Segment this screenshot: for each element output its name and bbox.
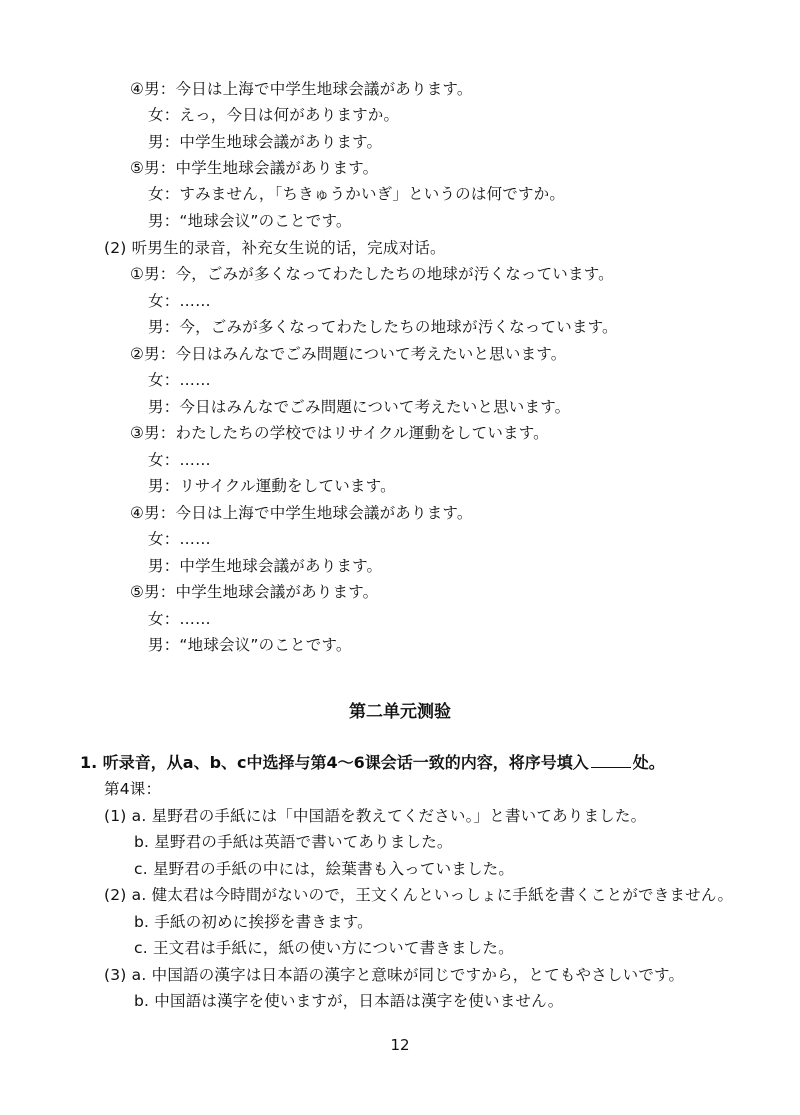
part2-instruction: (2) 听男生的录音，补充女生说的话，完成对话。 — [104, 239, 446, 257]
dialogue-line: 男：“地球会议”のことです。 — [148, 212, 352, 230]
question-1-suffix: 处。 — [632, 753, 665, 772]
option-line: b. 手紙の初めに挨拶を書きます。 — [134, 913, 373, 931]
unit-heading: 第二单元测验 — [349, 702, 451, 722]
dialogue-line: 女：…… — [148, 451, 211, 469]
dialogue-line: 女：…… — [148, 292, 211, 310]
dialogue-line: 男：中学生地球会議があります。 — [148, 133, 383, 151]
answer-blank — [591, 753, 631, 768]
dialogue-line: 女：すみません，「ちきゅうかいぎ」というのは何ですか。 — [148, 185, 566, 203]
option-line: c. 王文君は手紙に，紙の使い方について書きました。 — [134, 939, 514, 957]
dialogue-line: ③男：わたしたちの学校ではリサイクル運動をしています。 — [130, 424, 549, 442]
dialogue-line: 男：“地球会议”のことです。 — [148, 636, 352, 654]
dialogue-line: 男：今，ごみが多くなってわたしたちの地球が汚くなっています。 — [148, 318, 618, 336]
dialogue-line: ④男：今日は上海で中学生地球会議があります。 — [130, 80, 473, 98]
dialogue-line: ⑤男：中学生地球会議があります。 — [130, 583, 379, 601]
dialogue-line: ②男：今日はみんなでごみ問題について考えたいと思います。 — [130, 345, 567, 363]
dialogue-line: ⑤男：中学生地球会議があります。 — [130, 159, 379, 177]
dialogue-line: 女：…… — [148, 371, 211, 389]
option-line: c. 星野君の手紙の中には，絵葉書も入っていました。 — [134, 860, 515, 878]
option-line: (1) a. 星野君の手紙には「中国語を教えてください。」と書いてありました。 — [104, 807, 647, 825]
lesson-label: 第4课： — [104, 780, 162, 798]
option-line: b. 中国語は漢字を使いますが，日本語は漢字を使いません。 — [134, 992, 564, 1010]
dialogue-line: ④男：今日は上海で中学生地球会議があります。 — [130, 504, 473, 522]
dialogue-line: 男：今日はみんなでごみ問題について考えたいと思います。 — [148, 398, 571, 416]
option-line: (2) a. 健太君は今時間がないので，王文くんといっしょに手紙を書くことができません。 — [104, 886, 734, 904]
option-line: b. 星野君の手紙は英語で書いてありました。 — [134, 833, 453, 851]
question-1-instruction — [80, 751, 665, 775]
dialogue-line: 男：リサイクル運動をしています。 — [148, 477, 396, 495]
dialogue-line: 女：…… — [148, 610, 211, 628]
dialogue-line: 男：中学生地球会議があります。 — [148, 557, 383, 575]
dialogue-line: ①男：今，ごみが多くなってわたしたちの地球が汚くなっています。 — [130, 265, 614, 283]
dialogue-line: 女：…… — [148, 530, 211, 548]
question-1-text: 1. 听录音，从a、b、c中选择与第4～6课会话一致的内容，将序号填入 — [80, 753, 589, 772]
dialogue-line: 女：えっ，今日は何がありますか。 — [148, 106, 400, 124]
page-number: 12 — [390, 1036, 410, 1054]
option-line: (3) a. 中国語の漢字は日本語の漢字と意味が同じですから，とてもやさしいです。 — [104, 966, 685, 984]
